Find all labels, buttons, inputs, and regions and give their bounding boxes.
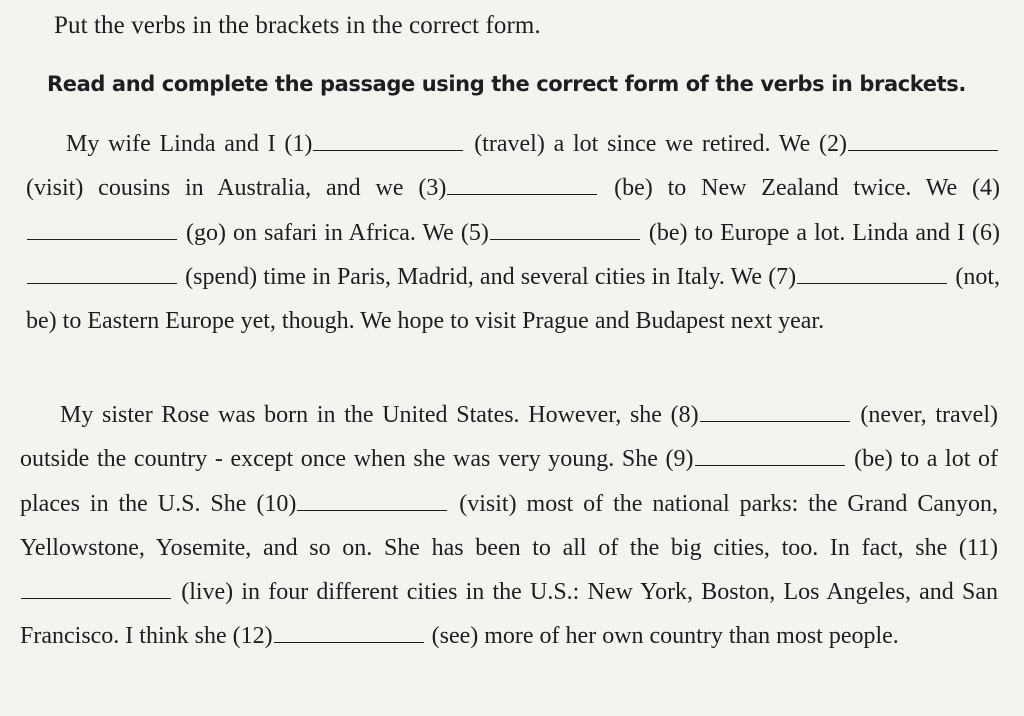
passage-paragraph-1	[26, 122, 1000, 343]
passage-text: (be) to Europe a lot. Linda and I (6)	[648, 219, 1000, 246]
passage-text: (live) in four different cities in the U.S.: New York, Boston, Los Angeles, and San Francisco. I think she (12)	[20, 579, 999, 650]
passage-text: (be) to New Zealand twice. We (4)	[614, 175, 1001, 202]
passage-text: (visit) cousins in Australia, and we (3)	[26, 175, 447, 202]
exercise-heading: Read and complete the passage using the correct form of the verbs in brackets.	[47, 72, 966, 96]
passage-text: My sister Rose was born in the United States. However, she (8)	[60, 402, 699, 428]
blank-4[interactable]	[27, 221, 177, 240]
blank-10[interactable]	[297, 492, 447, 511]
blank-7[interactable]	[797, 265, 947, 284]
passage-paragraph-2	[20, 393, 998, 659]
passage-text: (never, travel) outside the country - except once when she was very young. She (9)	[20, 402, 998, 473]
passage-text: (travel) a lot since we retired. We (2)	[474, 131, 847, 157]
passage-text: (spend) time in Paris, Madrid, and several cities in Italy. We (7)	[185, 263, 797, 290]
exercise-instruction: Put the verbs in the brackets in the correct form.	[54, 12, 541, 39]
passage-text: (go) on safari in Africa. We (5)	[186, 219, 489, 246]
passage-text: (be) to a lot of places in the U.S. She (10)	[20, 446, 998, 517]
passage-text: (visit) most of the national parks: the Grand Canyon, Yellowstone, Yosemite, and so on. She has been to all of the big cities, too. In fact, she (11)	[20, 490, 999, 561]
blank-5[interactable]	[490, 221, 640, 240]
blank-6[interactable]	[27, 265, 177, 284]
passage-text: (not, be) to Eastern Europe yet, though. We hope to visit Prague and Budapest next year.	[26, 263, 1001, 335]
blank-8[interactable]	[700, 403, 850, 422]
blank-3[interactable]	[447, 176, 597, 195]
blank-2[interactable]	[848, 132, 998, 151]
blank-11[interactable]	[21, 580, 171, 599]
passage-text: (see) more of her own country than most people.	[431, 623, 899, 650]
blank-1[interactable]	[313, 132, 463, 151]
passage-text: My wife Linda and I (1)	[66, 131, 313, 157]
blank-9[interactable]	[695, 447, 845, 466]
blank-12[interactable]	[274, 624, 424, 643]
